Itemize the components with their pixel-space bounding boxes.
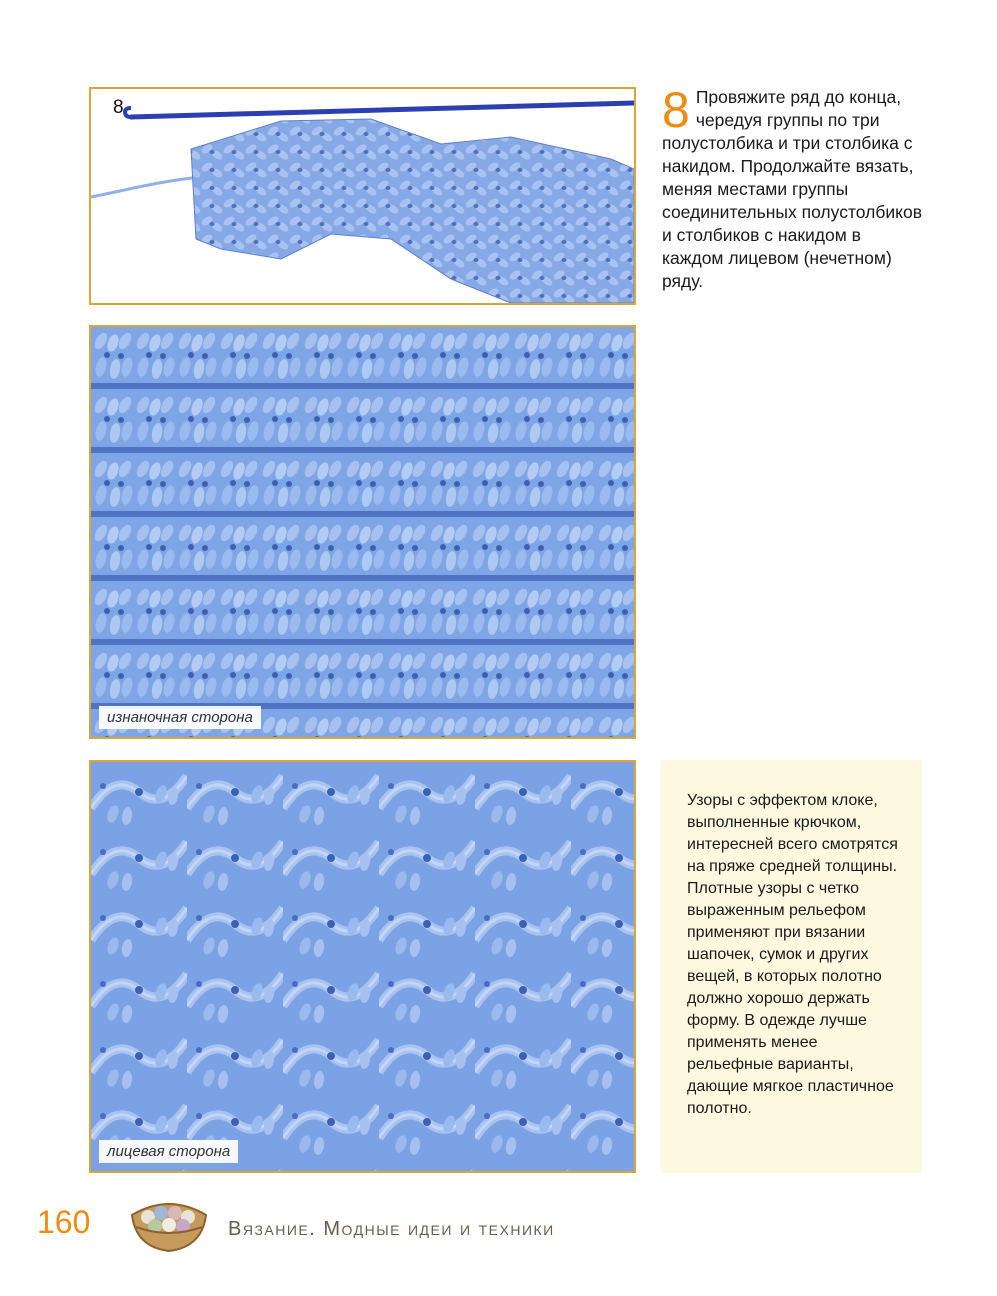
book-title: Вязание. Модные идеи и техники [228, 1218, 555, 1240]
yarn-basket-icon [128, 1193, 210, 1253]
step-instruction [662, 82, 927, 293]
step-instruction-text: Провяжите ряд до конца, чередуя группы по три полустолбика и три столбика с накидом. Продолжайте вязать, меняя местами группы соединительных полустолбиков и столбиков с накидом в каждом лицевом (нечетном) ряду. [662, 87, 923, 291]
step-number: 8 [662, 82, 690, 138]
crochet-hook-swatch-image [91, 89, 634, 303]
step-8-photo [89, 87, 636, 305]
wrong-side-swatch-image [91, 327, 634, 737]
wrong-side-caption: изнаночная сторона [99, 706, 261, 729]
wrong-side-photo [89, 325, 636, 739]
right-side-photo [89, 760, 636, 1173]
page-number: 160 [37, 1204, 91, 1240]
tip-text: Узоры с эффектом клоке, выполненные крючком, интересней всего смотрятся на пряже средней толщины. Плотные узоры с четко выраженным рельефом применяют при вязании шапочек, сумок и других вещей, в которых полотно должно хорошо держать форму. В одежде лучше применять менее рельефные варианты, дающие мягкое пластичное полотно. [687, 792, 898, 1117]
right-side-caption: лицевая сторона [99, 1140, 238, 1163]
tip-box [661, 760, 922, 1173]
right-side-swatch-image [91, 762, 634, 1171]
step-photo-number: 8 [113, 97, 124, 118]
